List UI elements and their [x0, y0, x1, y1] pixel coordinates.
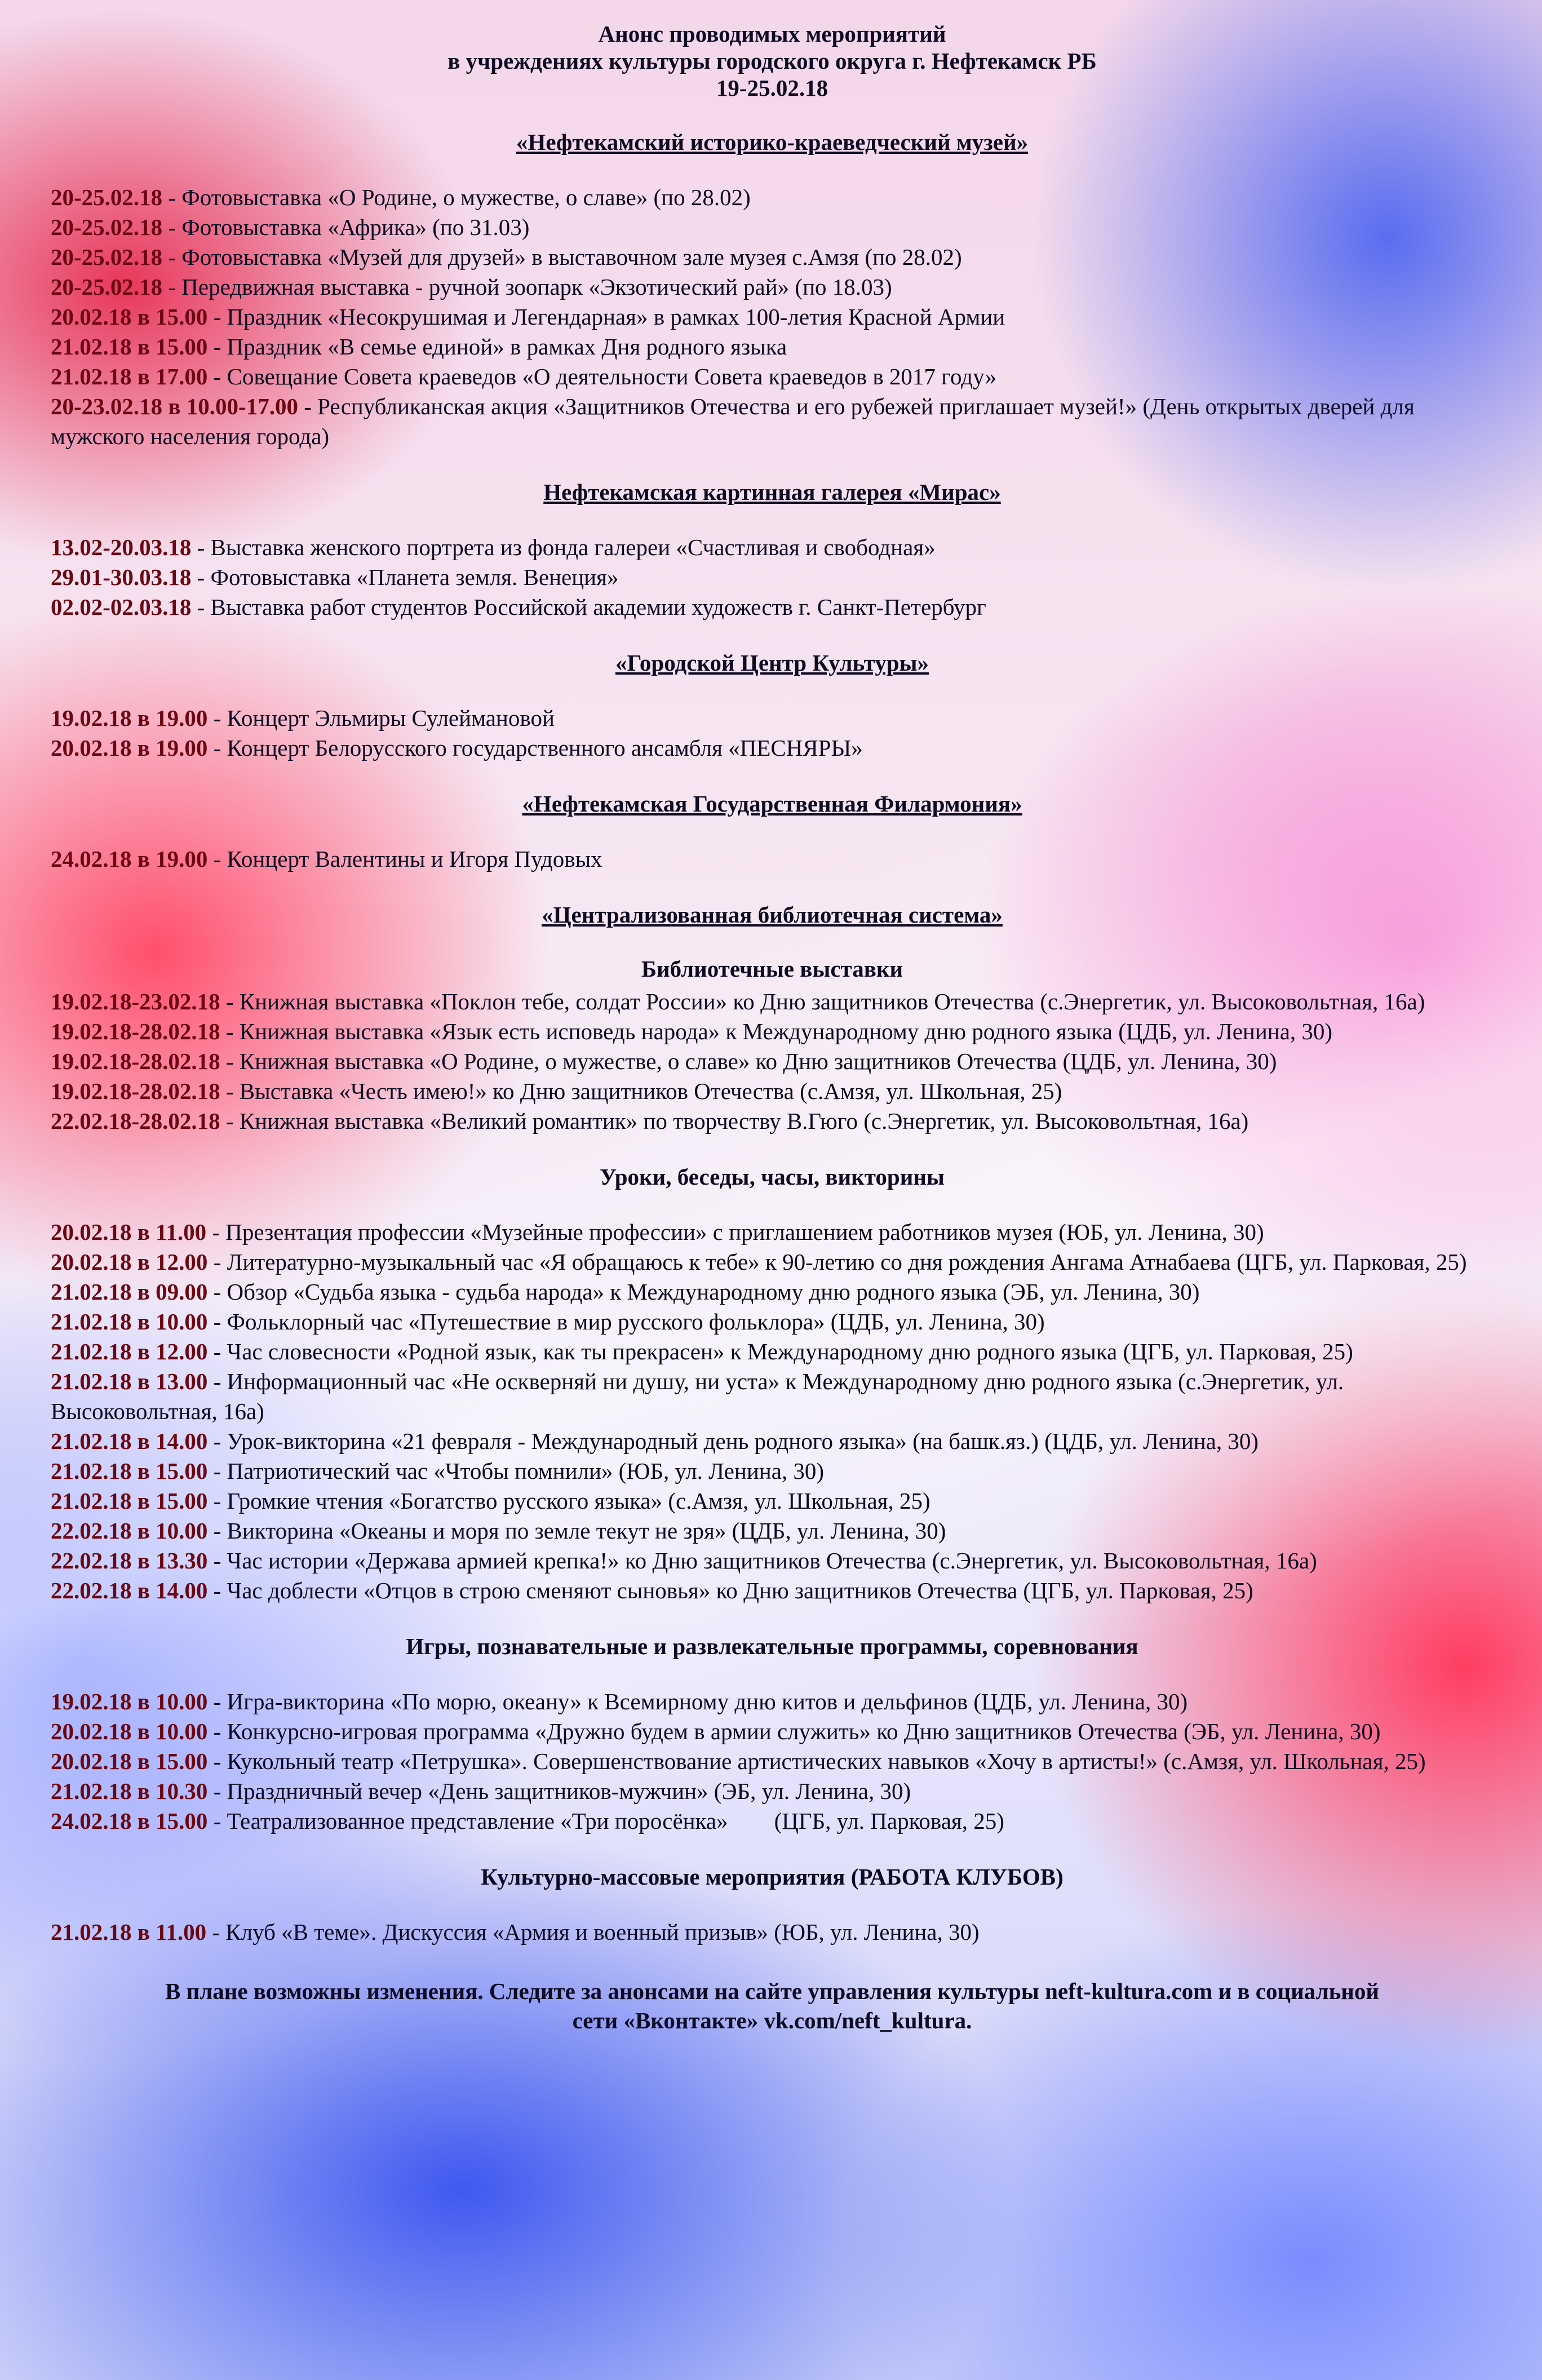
event-date: 22.02.18 в 13.30 [51, 1548, 208, 1574]
subsection-games-list [51, 1687, 1494, 1836]
announcement-page [51, 20, 1494, 2035]
event-date: 21.02.18 в 09.00 [51, 1279, 208, 1305]
subsection-clubs-list [51, 1917, 1494, 1947]
header-title: Анонс проводимых мероприятий [598, 21, 946, 47]
event-text: - Концерт Белорусского государственного ансамбля «ПЕСНЯРЫ» [207, 735, 863, 761]
event-date: 22.02.18 в 14.00 [51, 1577, 208, 1603]
event-text: - Час словесности «Родной язык, как ты прекрасен» к Международному дню родного языка (ЦГБ, ул. Парковая, 25) [207, 1339, 1353, 1364]
list-item [51, 1546, 1494, 1576]
event-date: 21.02.18 в 14.00 [51, 1428, 208, 1454]
event-date: 21.02.18 в 15.00 [51, 1458, 208, 1484]
event-text: - Книжная выставка «Поклон тебе, солдат России» ко Дню защитников Отечества (с.Энергетик, ул. Высоковольтная, 16а) [220, 989, 1425, 1014]
event-date: 24.02.18 в 15.00 [51, 1808, 208, 1834]
event-date: 13.02-20.03.18 [51, 534, 192, 560]
section-title-gallery: Нефтекамская картинная галерея «Мирас» [543, 479, 1001, 505]
list-item [51, 1426, 1494, 1456]
list-item [51, 1486, 1494, 1516]
event-text: - Викторина «Океаны и моря по земле текут не зря» (ЦДБ, ул. Ленина, 30) [207, 1518, 946, 1544]
list-item [51, 302, 1494, 332]
list-item [51, 1516, 1494, 1546]
section-museum-list [51, 183, 1494, 451]
subsection-exhibitions-list [51, 987, 1494, 1136]
event-date: 19.02.18-28.02.18 [51, 1078, 220, 1104]
event-text: - Информационный час «Не оскверняй ни душу, ни уста» к Международному дню родного языка (с.Энергетик, ул. Высоковольтная, 16а) [51, 1368, 1344, 1424]
list-item [51, 1717, 1494, 1747]
list-item [51, 733, 1494, 763]
event-date: 21.02.18 в 15.00 [51, 334, 208, 360]
list-item [51, 1776, 1494, 1806]
section-philharmonic-list [51, 844, 1494, 874]
section-culture-center-list [51, 703, 1494, 763]
list-item [51, 1277, 1494, 1307]
event-text: - Совещание Совета краеведов «О деятельности Совета краеведов в 2017 году» [207, 364, 997, 389]
event-date: 29.01-30.03.18 [51, 564, 192, 590]
event-date: 21.02.18 в 12.00 [51, 1339, 208, 1364]
event-date: 20.02.18 в 12.00 [51, 1249, 208, 1275]
event-text: - Фотовыставка «Музей для друзей» в выставочном зале музея с.Амзя (по 28.02) [162, 244, 962, 270]
section-title-museum: «Нефтекамский историко-краеведческий музей» [516, 129, 1029, 155]
list-item [51, 1456, 1494, 1486]
list-item [51, 362, 1494, 392]
event-text: - Фотовыставка «О Родине, о мужестве, о славе» (по 28.02) [162, 184, 751, 210]
event-text: - Кукольный театр «Петрушка». Совершенствование артистических навыков «Хочу в артисты!» (с.Амзя, ул. Школьная, 25) [207, 1748, 1426, 1774]
header-date-range: 19-25.02.18 [716, 75, 828, 101]
event-date: 19.02.18-23.02.18 [51, 989, 220, 1014]
footer-line-2: сети «Вконтакте» vk.com/neft_kultura. [572, 2007, 972, 2033]
event-date: 21.02.18 в 10.00 [51, 1309, 208, 1335]
event-text: - Игра-викторина «По морю, океану» к Всемирному дню китов и дельфинов (ЦДБ, ул. Ленина, 30) [207, 1688, 1188, 1714]
event-text: - Фольклорный час «Путешествие в мир русского фольклора» (ЦДБ, ул. Ленина, 30) [207, 1309, 1045, 1335]
list-item [51, 1687, 1494, 1717]
list-item [51, 1747, 1494, 1776]
event-date: 21.02.18 в 15.00 [51, 1488, 208, 1514]
list-item [51, 272, 1494, 302]
list-item [51, 562, 1494, 592]
event-text: - Клуб «В теме». Дискуссия «Армия и военный призыв» (ЮБ, ул. Ленина, 30) [206, 1919, 980, 1945]
list-item [51, 1307, 1494, 1337]
event-date: 20-25.02.18 [51, 274, 163, 300]
event-date: 21.02.18 в 13.00 [51, 1368, 208, 1394]
event-text: - Фотовыставка «Африка» (по 31.03) [162, 214, 530, 240]
event-date: 20.02.18 в 11.00 [51, 1219, 207, 1245]
section-title-library-system: «Централизованная библиотечная система» [542, 902, 1003, 928]
event-text: - Концерт Валентины и Игоря Пудовых [207, 846, 602, 872]
list-item [51, 1367, 1494, 1426]
list-item [51, 533, 1494, 562]
event-date: 19.02.18-28.02.18 [51, 1048, 220, 1074]
event-text: - Книжная выставка «О Родине, о мужестве, о славе» ко Дню защитников Отечества (ЦДБ, ул. Ленина, 30) [220, 1048, 1277, 1074]
event-text: - Урок-викторина «21 февраля - Международный день родного языка» (на башк.яз.) (ЦДБ, ул. Ленина, 30) [207, 1428, 1259, 1454]
event-text: - Литературно-музыкальный час «Я обращаюсь к тебе» к 90-летию со дня рождения Ангама Атнабаева (ЦГБ, ул. Парковая, 25) [207, 1249, 1467, 1275]
event-date: 24.02.18 в 19.00 [51, 846, 208, 872]
event-date: 22.02.18 в 10.00 [51, 1518, 208, 1544]
list-item [51, 1217, 1494, 1247]
list-item [51, 1337, 1494, 1367]
event-text: - Концерт Эльмиры Сулеймановой [207, 705, 555, 731]
subsection-title-clubs: Культурно-массовые мероприятия (РАБОТА КЛУБОВ) [481, 1864, 1064, 1890]
list-item [51, 332, 1494, 362]
event-date: 20-25.02.18 [51, 214, 163, 240]
subsection-title-exhibitions: Библиотечные выставки [641, 956, 903, 982]
event-date: 22.02.18-28.02.18 [51, 1108, 220, 1134]
event-text: - Республиканская акция «Защитников Отечества и его рубежей приглашает музей!» (День открытых дверей для мужского населения города) [51, 393, 1415, 449]
event-text: - Праздник «Несокрушимая и Легендарная» в рамках 100-летия Красной Армии [207, 304, 1005, 330]
list-item [51, 1917, 1494, 1947]
list-item [51, 212, 1494, 242]
list-item [51, 1106, 1494, 1136]
event-date: 20-25.02.18 [51, 184, 163, 210]
list-item [51, 242, 1494, 272]
event-text: - Книжная выставка «Язык есть исповедь народа» к Международному дню родного языка (ЦДБ, ул. Ленина, 30) [220, 1018, 1333, 1044]
event-date: 21.02.18 в 11.00 [51, 1919, 207, 1945]
list-item [51, 703, 1494, 733]
list-item [51, 1247, 1494, 1277]
event-text: - Передвижная выставка - ручной зоопарк «Экзотический рай» (по 18.03) [162, 274, 892, 300]
subsection-title-lessons: Уроки, беседы, часы, викторины [600, 1164, 945, 1190]
event-text: - Выставка работ студентов Российской академии художеств г. Санкт-Петербург [191, 594, 986, 620]
list-item [51, 183, 1494, 212]
event-date: 20.02.18 в 10.00 [51, 1718, 208, 1744]
event-text: - Выставка женского портрета из фонда галереи «Счастливая и свободная» [191, 534, 936, 560]
list-item [51, 1076, 1494, 1106]
section-gallery-list [51, 533, 1494, 622]
event-text: - Праздничный вечер «День защитников-мужчин» (ЭБ, ул. Ленина, 30) [207, 1778, 911, 1804]
document-header [51, 20, 1494, 101]
event-date: 21.02.18 в 10.30 [51, 1778, 208, 1804]
list-item [51, 987, 1494, 1017]
event-text: - Книжная выставка «Великий романтик» по творчеству В.Гюго (с.Энергетик, ул. Высоковольтная, 16а) [220, 1108, 1249, 1134]
event-text: - Выставка «Честь имею!» ко Дню защитников Отечества (с.Амзя, ул. Школьная, 25) [220, 1078, 1062, 1104]
header-subtitle: в учреждениях культуры городского округа г. Нефтекамск РБ [447, 48, 1097, 74]
list-item [51, 392, 1494, 451]
event-text: - Фотовыставка «Планета земля. Венеция» [191, 564, 619, 590]
event-date: 02.02-02.03.18 [51, 594, 192, 620]
event-date: 20-23.02.18 в 10.00-17.00 [51, 393, 298, 419]
event-text: - Патриотический час «Чтобы помнили» (ЮБ, ул. Ленина, 30) [207, 1458, 825, 1484]
event-text: - Конкурсно-игровая программа «Дружно будем в армии служить» ко Дню защитников Отечества (ЭБ, ул. Ленина, 30) [207, 1718, 1381, 1744]
section-title-culture-center: «Городской Центр Культуры» [615, 650, 929, 676]
event-text: - Театрализованное представление «Три поросёнка» (ЦГБ, ул. Парковая, 25) [207, 1808, 1004, 1834]
event-text: - Обзор «Судьба языка - судьба народа» к Международному дню родного языка (ЭБ, ул. Ленина, 30) [207, 1279, 1200, 1305]
list-item [51, 1806, 1494, 1836]
subsection-lessons-list [51, 1217, 1494, 1606]
event-date: 21.02.18 в 17.00 [51, 364, 208, 389]
footer-line-1: В плане возможны изменения. Следите за анонсами на сайте управления культуры neft-kultura.com и в социальной [165, 1978, 1380, 2004]
event-text: - Праздник «В семье единой» в рамках Дня родного языка [207, 334, 787, 360]
footer-notice [51, 1976, 1494, 2035]
event-date: 20.02.18 в 15.00 [51, 1748, 208, 1774]
event-date: 20.02.18 в 15.00 [51, 304, 208, 330]
event-text: - Час истории «Держава армией крепка!» ко Дню защитников Отечества (с.Энергетик, ул. Высоковольтная, 16а) [207, 1548, 1317, 1574]
section-title-philharmonic: «Нефтекамская Государственная Филармония» [522, 791, 1022, 817]
event-date: 19.02.18 в 19.00 [51, 705, 208, 731]
list-item [51, 1576, 1494, 1606]
event-text: - Громкие чтения «Богатство русского языка» (с.Амзя, ул. Школьная, 25) [207, 1488, 930, 1514]
list-item [51, 1047, 1494, 1076]
list-item [51, 592, 1494, 622]
event-date: 19.02.18-28.02.18 [51, 1018, 220, 1044]
list-item [51, 1017, 1494, 1047]
list-item [51, 844, 1494, 874]
event-date: 19.02.18 в 10.00 [51, 1688, 208, 1714]
event-text: - Презентация профессии «Музейные профессии» с приглашением работников музея (ЮБ, ул. Ленина, 30) [206, 1219, 1264, 1245]
event-text: - Час доблести «Отцов в строю сменяют сыновья» ко Дню защитников Отечества (ЦГБ, ул. Парковая, 25) [207, 1577, 1253, 1603]
event-date: 20.02.18 в 19.00 [51, 735, 208, 761]
subsection-title-games: Игры, познавательные и развлекательные программы, соревнования [406, 1633, 1138, 1659]
event-date: 20-25.02.18 [51, 244, 163, 270]
